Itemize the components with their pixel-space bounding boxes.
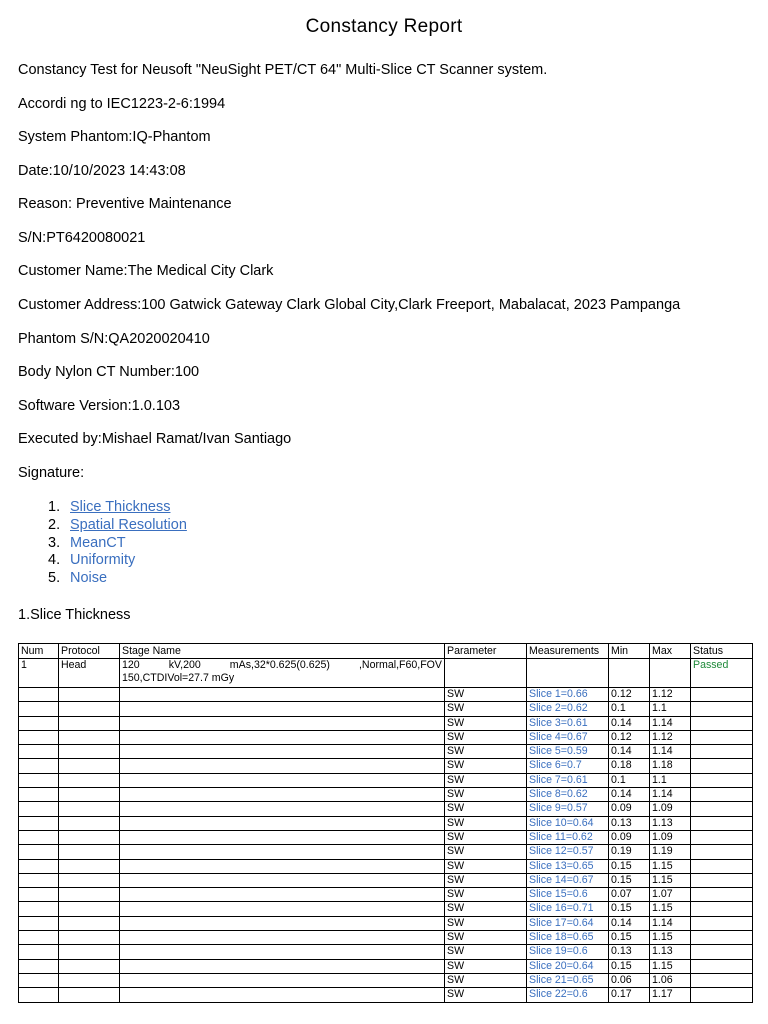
min-cell: 0.1 bbox=[609, 702, 650, 716]
status-cell bbox=[691, 845, 753, 859]
protocol-cell bbox=[59, 745, 120, 759]
num-cell bbox=[19, 759, 59, 773]
column-header: Min bbox=[609, 644, 650, 659]
table-row bbox=[19, 888, 753, 902]
stage-name-cell bbox=[120, 759, 445, 773]
max-cell: 1.13 bbox=[650, 945, 691, 959]
toc-item[interactable] bbox=[48, 570, 187, 588]
num-cell: 1 bbox=[19, 659, 59, 688]
min-cell: 0.1 bbox=[609, 773, 650, 787]
parameter-cell: SW bbox=[445, 730, 527, 744]
measurement-cell[interactable]: Slice 17=0.64 bbox=[527, 916, 609, 930]
table-row bbox=[19, 859, 753, 873]
protocol-cell bbox=[59, 859, 120, 873]
signature-label: Signature: bbox=[18, 465, 85, 481]
num-cell bbox=[19, 773, 59, 787]
stage-name-cell bbox=[120, 902, 445, 916]
min-cell: 0.13 bbox=[609, 945, 650, 959]
min-cell: 0.14 bbox=[609, 745, 650, 759]
max-cell: 1.14 bbox=[650, 745, 691, 759]
table-row bbox=[19, 702, 753, 716]
table-row bbox=[19, 988, 753, 1002]
num-cell bbox=[19, 830, 59, 844]
max-cell: 1.09 bbox=[650, 830, 691, 844]
num-cell bbox=[19, 688, 59, 702]
table-row bbox=[19, 716, 753, 730]
status-cell bbox=[691, 888, 753, 902]
stage-name-cell: 120 kV,200 mAs,32*0.625(0.625) ,Normal,F60,FOV 150,CTDIVol=27.7 mGy bbox=[120, 659, 445, 688]
max-cell: 1.15 bbox=[650, 931, 691, 945]
status-cell bbox=[691, 973, 753, 987]
column-header: Status bbox=[691, 644, 753, 659]
num-cell bbox=[19, 845, 59, 859]
status-cell bbox=[691, 788, 753, 802]
min-cell: 0.14 bbox=[609, 788, 650, 802]
min-cell: 0.09 bbox=[609, 830, 650, 844]
toc-item[interactable] bbox=[48, 499, 187, 517]
parameter-cell: SW bbox=[445, 931, 527, 945]
table-row bbox=[19, 730, 753, 744]
table-row bbox=[19, 902, 753, 916]
table-row bbox=[19, 830, 753, 844]
protocol-cell bbox=[59, 702, 120, 716]
stage-name-cell bbox=[120, 702, 445, 716]
measurement-cell[interactable]: Slice 22=0.6 bbox=[527, 988, 609, 1002]
column-header: Stage Name bbox=[120, 644, 445, 659]
stage-name-cell bbox=[120, 916, 445, 930]
parameter-cell: SW bbox=[445, 788, 527, 802]
stage-name-cell bbox=[120, 716, 445, 730]
stage-name-cell bbox=[120, 830, 445, 844]
protocol-cell bbox=[59, 730, 120, 744]
min-cell: 0.12 bbox=[609, 688, 650, 702]
min-cell: 0.17 bbox=[609, 988, 650, 1002]
status-cell bbox=[691, 859, 753, 873]
serial-number: S/N:PT6420080021 bbox=[18, 230, 146, 246]
status-cell bbox=[691, 802, 753, 816]
measurement-cell[interactable]: Slice 15=0.6 bbox=[527, 888, 609, 902]
report-title: Constancy Report bbox=[305, 16, 463, 37]
num-cell bbox=[19, 888, 59, 902]
max-cell: 1.1 bbox=[650, 702, 691, 716]
customer-name: Customer Name:The Medical City Clark bbox=[18, 263, 274, 279]
stage-name-cell bbox=[120, 959, 445, 973]
measurement-cell[interactable]: Slice 12=0.57 bbox=[527, 845, 609, 859]
parameter-cell: SW bbox=[445, 816, 527, 830]
max-cell: 1.18 bbox=[650, 759, 691, 773]
protocol-cell bbox=[59, 716, 120, 730]
measurement-cell[interactable]: Slice 13=0.65 bbox=[527, 859, 609, 873]
status-cell bbox=[691, 730, 753, 744]
status-cell bbox=[691, 873, 753, 887]
max-cell: 1.17 bbox=[650, 988, 691, 1002]
min-cell: 0.15 bbox=[609, 931, 650, 945]
toc-number: 1. bbox=[48, 499, 61, 515]
column-header: Protocol bbox=[59, 644, 120, 659]
toc-item[interactable] bbox=[48, 552, 187, 570]
stage-name-cell bbox=[120, 888, 445, 902]
min-cell: 0.12 bbox=[609, 730, 650, 744]
stage-name-cell bbox=[120, 988, 445, 1002]
min-cell: 0.15 bbox=[609, 873, 650, 887]
protocol-cell bbox=[59, 873, 120, 887]
protocol-cell bbox=[59, 959, 120, 973]
protocol-cell bbox=[59, 945, 120, 959]
table-row bbox=[19, 688, 753, 702]
table-row bbox=[19, 759, 753, 773]
num-cell bbox=[19, 745, 59, 759]
protocol-cell bbox=[59, 902, 120, 916]
min-cell: 0.07 bbox=[609, 888, 650, 902]
num-cell bbox=[19, 945, 59, 959]
min-cell: 0.09 bbox=[609, 802, 650, 816]
table-row bbox=[19, 788, 753, 802]
status-cell: Passed bbox=[691, 659, 753, 688]
parameter-cell: SW bbox=[445, 716, 527, 730]
protocol-cell bbox=[59, 759, 120, 773]
column-header: Parameter bbox=[445, 644, 527, 659]
parameter-cell: SW bbox=[445, 873, 527, 887]
min-cell: 0.15 bbox=[609, 859, 650, 873]
parameter-cell: SW bbox=[445, 859, 527, 873]
column-header: Measurements bbox=[527, 644, 609, 659]
protocol-cell bbox=[59, 816, 120, 830]
stage-name-cell bbox=[120, 873, 445, 887]
stage-name-cell bbox=[120, 802, 445, 816]
measurement-cell[interactable]: Slice 7=0.61 bbox=[527, 773, 609, 787]
parameter-cell bbox=[445, 659, 527, 688]
num-cell bbox=[19, 916, 59, 930]
report-intro: Constancy Test for Neusoft "NeuSight PET/CT 64" Multi-Slice CT Scanner system. bbox=[18, 62, 548, 78]
num-cell bbox=[19, 730, 59, 744]
num-cell bbox=[19, 859, 59, 873]
stage-name-cell bbox=[120, 773, 445, 787]
stage-name-cell bbox=[120, 945, 445, 959]
section-title-slice-thickness: 1.Slice Thickness bbox=[18, 607, 131, 623]
protocol-cell bbox=[59, 688, 120, 702]
num-cell bbox=[19, 702, 59, 716]
protocol-cell: Head bbox=[59, 659, 120, 688]
protocol-cell bbox=[59, 773, 120, 787]
max-cell: 1.09 bbox=[650, 802, 691, 816]
max-cell: 1.12 bbox=[650, 730, 691, 744]
parameter-cell: SW bbox=[445, 973, 527, 987]
toc-number: 4. bbox=[48, 552, 61, 569]
table-row bbox=[19, 773, 753, 787]
toc-number: 3. bbox=[48, 534, 61, 551]
measurement-cell[interactable]: Slice 4=0.67 bbox=[527, 730, 609, 744]
table-row bbox=[19, 802, 753, 816]
toc-number: 2. bbox=[48, 516, 61, 533]
num-cell bbox=[19, 816, 59, 830]
protocol-cell bbox=[59, 845, 120, 859]
min-cell: 0.14 bbox=[609, 716, 650, 730]
toc-link-noise[interactable]: Noise bbox=[70, 570, 108, 587]
min-cell: 0.18 bbox=[609, 759, 650, 773]
measurement-cell[interactable]: Slice 6=0.7 bbox=[527, 759, 609, 773]
according-to: Accordi ng to IEC1223-2-6:1994 bbox=[18, 96, 226, 112]
status-cell bbox=[691, 759, 753, 773]
num-cell bbox=[19, 931, 59, 945]
status-cell bbox=[691, 702, 753, 716]
measurement-cell[interactable]: Slice 11=0.62 bbox=[527, 830, 609, 844]
num-cell bbox=[19, 802, 59, 816]
stage-name-cell bbox=[120, 845, 445, 859]
software-version: Software Version:1.0.103 bbox=[18, 398, 181, 414]
report-reason: Reason: Preventive Maintenance bbox=[18, 196, 232, 212]
measurement-cell[interactable]: Slice 8=0.62 bbox=[527, 788, 609, 802]
table-row bbox=[19, 973, 753, 987]
table-row bbox=[19, 845, 753, 859]
protocol-cell bbox=[59, 988, 120, 1002]
max-cell: 1.15 bbox=[650, 859, 691, 873]
column-header: Max bbox=[650, 644, 691, 659]
measurement-cell[interactable]: Slice 20=0.64 bbox=[527, 959, 609, 973]
status-cell bbox=[691, 773, 753, 787]
measurement-cell[interactable]: Slice 5=0.59 bbox=[527, 745, 609, 759]
min-cell: 0.13 bbox=[609, 816, 650, 830]
max-cell: 1.13 bbox=[650, 816, 691, 830]
max-cell bbox=[650, 659, 691, 688]
toc-link-slice-thickness[interactable]: Slice Thickness bbox=[70, 499, 171, 515]
stage-name-cell bbox=[120, 745, 445, 759]
measurement-cell[interactable]: Slice 1=0.66 bbox=[527, 688, 609, 702]
parameter-cell: SW bbox=[445, 830, 527, 844]
stage-name-cell bbox=[120, 788, 445, 802]
max-cell: 1.07 bbox=[650, 888, 691, 902]
status-cell bbox=[691, 830, 753, 844]
status-cell bbox=[691, 988, 753, 1002]
min-cell: 0.06 bbox=[609, 973, 650, 987]
min-cell: 0.14 bbox=[609, 916, 650, 930]
table-header-row bbox=[19, 644, 753, 659]
parameter-cell: SW bbox=[445, 745, 527, 759]
parameter-cell: SW bbox=[445, 688, 527, 702]
measurement-cell[interactable]: Slice 19=0.6 bbox=[527, 945, 609, 959]
max-cell: 1.15 bbox=[650, 902, 691, 916]
protocol-cell bbox=[59, 802, 120, 816]
status-cell bbox=[691, 916, 753, 930]
stage-name-cell bbox=[120, 688, 445, 702]
max-cell: 1.14 bbox=[650, 716, 691, 730]
max-cell: 1.15 bbox=[650, 959, 691, 973]
measurement-cell[interactable]: Slice 21=0.65 bbox=[527, 973, 609, 987]
num-cell bbox=[19, 873, 59, 887]
min-cell: 0.15 bbox=[609, 959, 650, 973]
toc-link-uniformity[interactable]: Uniformity bbox=[70, 552, 136, 569]
table-row bbox=[19, 873, 753, 887]
toc-link-meanct[interactable]: MeanCT bbox=[70, 534, 126, 551]
protocol-cell bbox=[59, 888, 120, 902]
min-cell: 0.15 bbox=[609, 902, 650, 916]
status-cell bbox=[691, 959, 753, 973]
measurement-cell[interactable]: Slice 3=0.61 bbox=[527, 716, 609, 730]
max-cell: 1.14 bbox=[650, 916, 691, 930]
slice-thickness-table bbox=[18, 643, 753, 1003]
stage-name-cell bbox=[120, 730, 445, 744]
phantom-sn: Phantom S/N:QA2020020410 bbox=[18, 331, 210, 347]
status-cell bbox=[691, 716, 753, 730]
protocol-cell bbox=[59, 788, 120, 802]
status-cell bbox=[691, 931, 753, 945]
num-cell bbox=[19, 902, 59, 916]
parameter-cell: SW bbox=[445, 802, 527, 816]
measurement-cell[interactable]: Slice 18=0.65 bbox=[527, 931, 609, 945]
stage-name-cell bbox=[120, 816, 445, 830]
num-cell bbox=[19, 788, 59, 802]
parameter-cell: SW bbox=[445, 702, 527, 716]
table-row bbox=[19, 931, 753, 945]
table-row bbox=[19, 959, 753, 973]
table-row bbox=[19, 659, 753, 688]
body-nylon-ct-number: Body Nylon CT Number:100 bbox=[18, 364, 200, 380]
max-cell: 1.1 bbox=[650, 773, 691, 787]
executed-by: Executed by:Mishael Ramat/Ivan Santiago bbox=[18, 431, 292, 447]
measurement-cell[interactable]: Slice 16=0.71 bbox=[527, 902, 609, 916]
table-row bbox=[19, 945, 753, 959]
max-cell: 1.14 bbox=[650, 788, 691, 802]
table-row bbox=[19, 816, 753, 830]
num-cell bbox=[19, 716, 59, 730]
parameter-cell: SW bbox=[445, 902, 527, 916]
measurement-cell[interactable]: Slice 14=0.67 bbox=[527, 873, 609, 887]
stage-name-cell bbox=[120, 931, 445, 945]
toc-link-spatial-resolution[interactable]: Spatial Resolution bbox=[70, 516, 187, 533]
table-row bbox=[19, 745, 753, 759]
toc-item[interactable] bbox=[48, 535, 187, 553]
customer-address: Customer Address:100 Gatwick Gateway Clark Global City,Clark Freeport, Mabalacat, 2023 Pampanga bbox=[18, 297, 681, 313]
parameter-cell: SW bbox=[445, 945, 527, 959]
num-cell bbox=[19, 973, 59, 987]
table-row bbox=[19, 916, 753, 930]
min-cell bbox=[609, 659, 650, 688]
status-cell bbox=[691, 902, 753, 916]
max-cell: 1.12 bbox=[650, 688, 691, 702]
protocol-cell bbox=[59, 973, 120, 987]
status-cell bbox=[691, 688, 753, 702]
num-cell bbox=[19, 988, 59, 1002]
protocol-cell bbox=[59, 916, 120, 930]
parameter-cell: SW bbox=[445, 988, 527, 1002]
stage-name-cell bbox=[120, 973, 445, 987]
max-cell: 1.06 bbox=[650, 973, 691, 987]
column-header: Num bbox=[19, 644, 59, 659]
min-cell: 0.19 bbox=[609, 845, 650, 859]
status-cell bbox=[691, 745, 753, 759]
parameter-cell: SW bbox=[445, 759, 527, 773]
protocol-cell bbox=[59, 931, 120, 945]
parameter-cell: SW bbox=[445, 845, 527, 859]
parameter-cell: SW bbox=[445, 916, 527, 930]
status-cell bbox=[691, 945, 753, 959]
measurement-cell[interactable]: Slice 10=0.64 bbox=[527, 816, 609, 830]
toc-number: 5. bbox=[48, 570, 61, 587]
max-cell: 1.19 bbox=[650, 845, 691, 859]
parameter-cell: SW bbox=[445, 959, 527, 973]
measurement-cell bbox=[527, 659, 609, 688]
report-date: Date:10/10/2023 14:43:08 bbox=[18, 163, 186, 179]
num-cell bbox=[19, 959, 59, 973]
measurement-cell[interactable]: Slice 2=0.62 bbox=[527, 702, 609, 716]
toc-item[interactable] bbox=[48, 517, 187, 535]
parameter-cell: SW bbox=[445, 888, 527, 902]
table-of-contents bbox=[48, 499, 187, 588]
measurement-cell[interactable]: Slice 9=0.57 bbox=[527, 802, 609, 816]
protocol-cell bbox=[59, 830, 120, 844]
status-cell bbox=[691, 816, 753, 830]
stage-name-cell bbox=[120, 859, 445, 873]
parameter-cell: SW bbox=[445, 773, 527, 787]
max-cell: 1.15 bbox=[650, 873, 691, 887]
system-phantom: System Phantom:IQ-Phantom bbox=[18, 129, 211, 145]
